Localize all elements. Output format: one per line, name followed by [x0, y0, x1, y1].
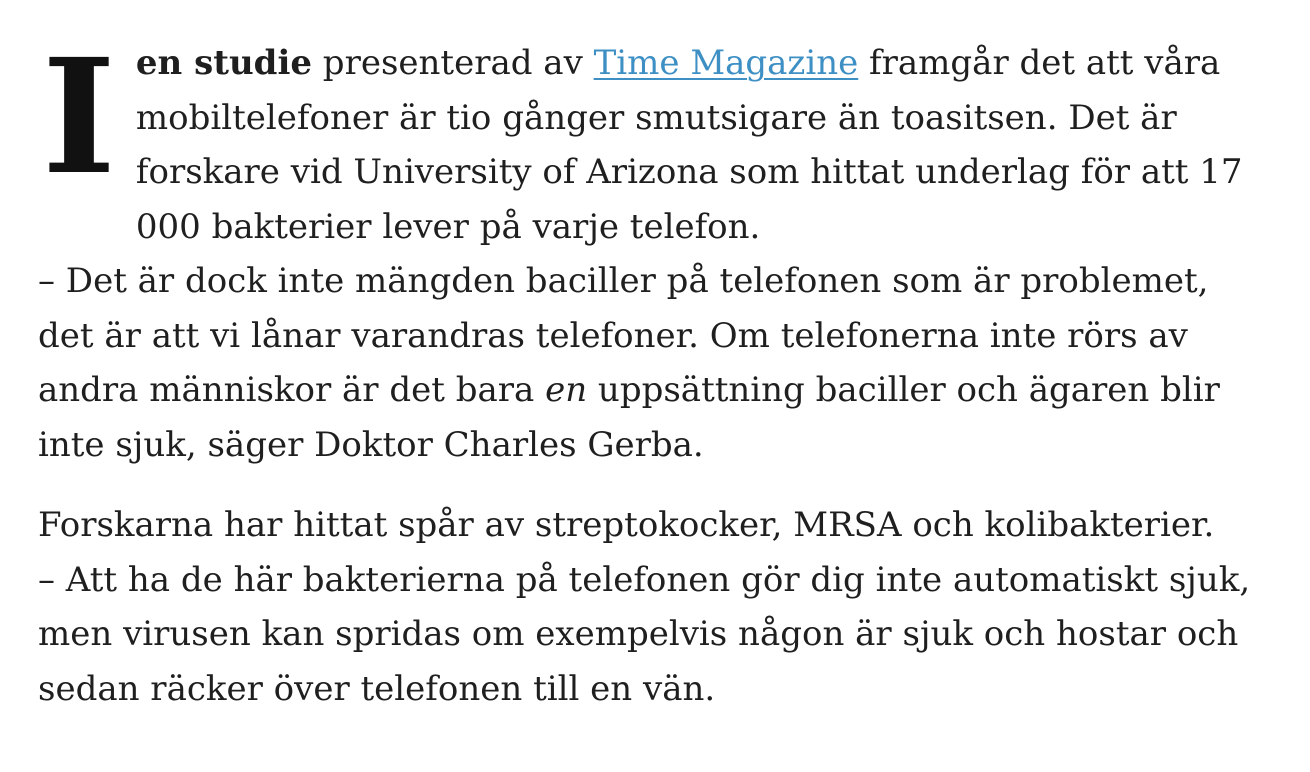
- findings-text: Forskarna har hittat spår av streptokocker, MRSA och kolibakterier.: [38, 505, 1215, 545]
- time-magazine-link[interactable]: Time Magazine: [593, 43, 859, 83]
- quote-1-text-after: uppsättning baciller och ägaren blir inte sjuk, säger Doktor Charles Gerba.: [38, 370, 1220, 465]
- lead-text: en studie: [135, 43, 312, 83]
- drop-cap: I: [42, 25, 116, 210]
- quote-2-text: – Att ha de här bakterierna på telefonen gör dig inte automatiskt sjuk, men virusen kan spridas om exempelvis någon är sjuk och hostar och sedan räcker över telefonen till en vän.: [38, 559, 1251, 709]
- quote-1-text-before: – Det är dock inte mängden baciller på telefonen som är problemet, det är att vi lånar varandras telefoner. Om telefonerna inte rörs av andra människor är det bara: [38, 261, 1209, 410]
- paragraph-quote-2: [38, 553, 1270, 717]
- intro-text-after-link: framgår det att våra mobiltelefoner är tio gånger smutsigare än toasitsen. Det är forskare vid University of Arizona som hittat underlag för att 17 000 bakterier lever på varje telefon.: [135, 43, 1243, 247]
- paragraph-findings: [38, 498, 1270, 553]
- article-body: [38, 25, 1270, 716]
- paragraph-quote-1: [38, 254, 1270, 472]
- intro-text-before-link: presenterad av: [312, 43, 594, 83]
- quote-1-emphasis: en: [545, 370, 588, 410]
- paragraph-intro: [38, 25, 1270, 254]
